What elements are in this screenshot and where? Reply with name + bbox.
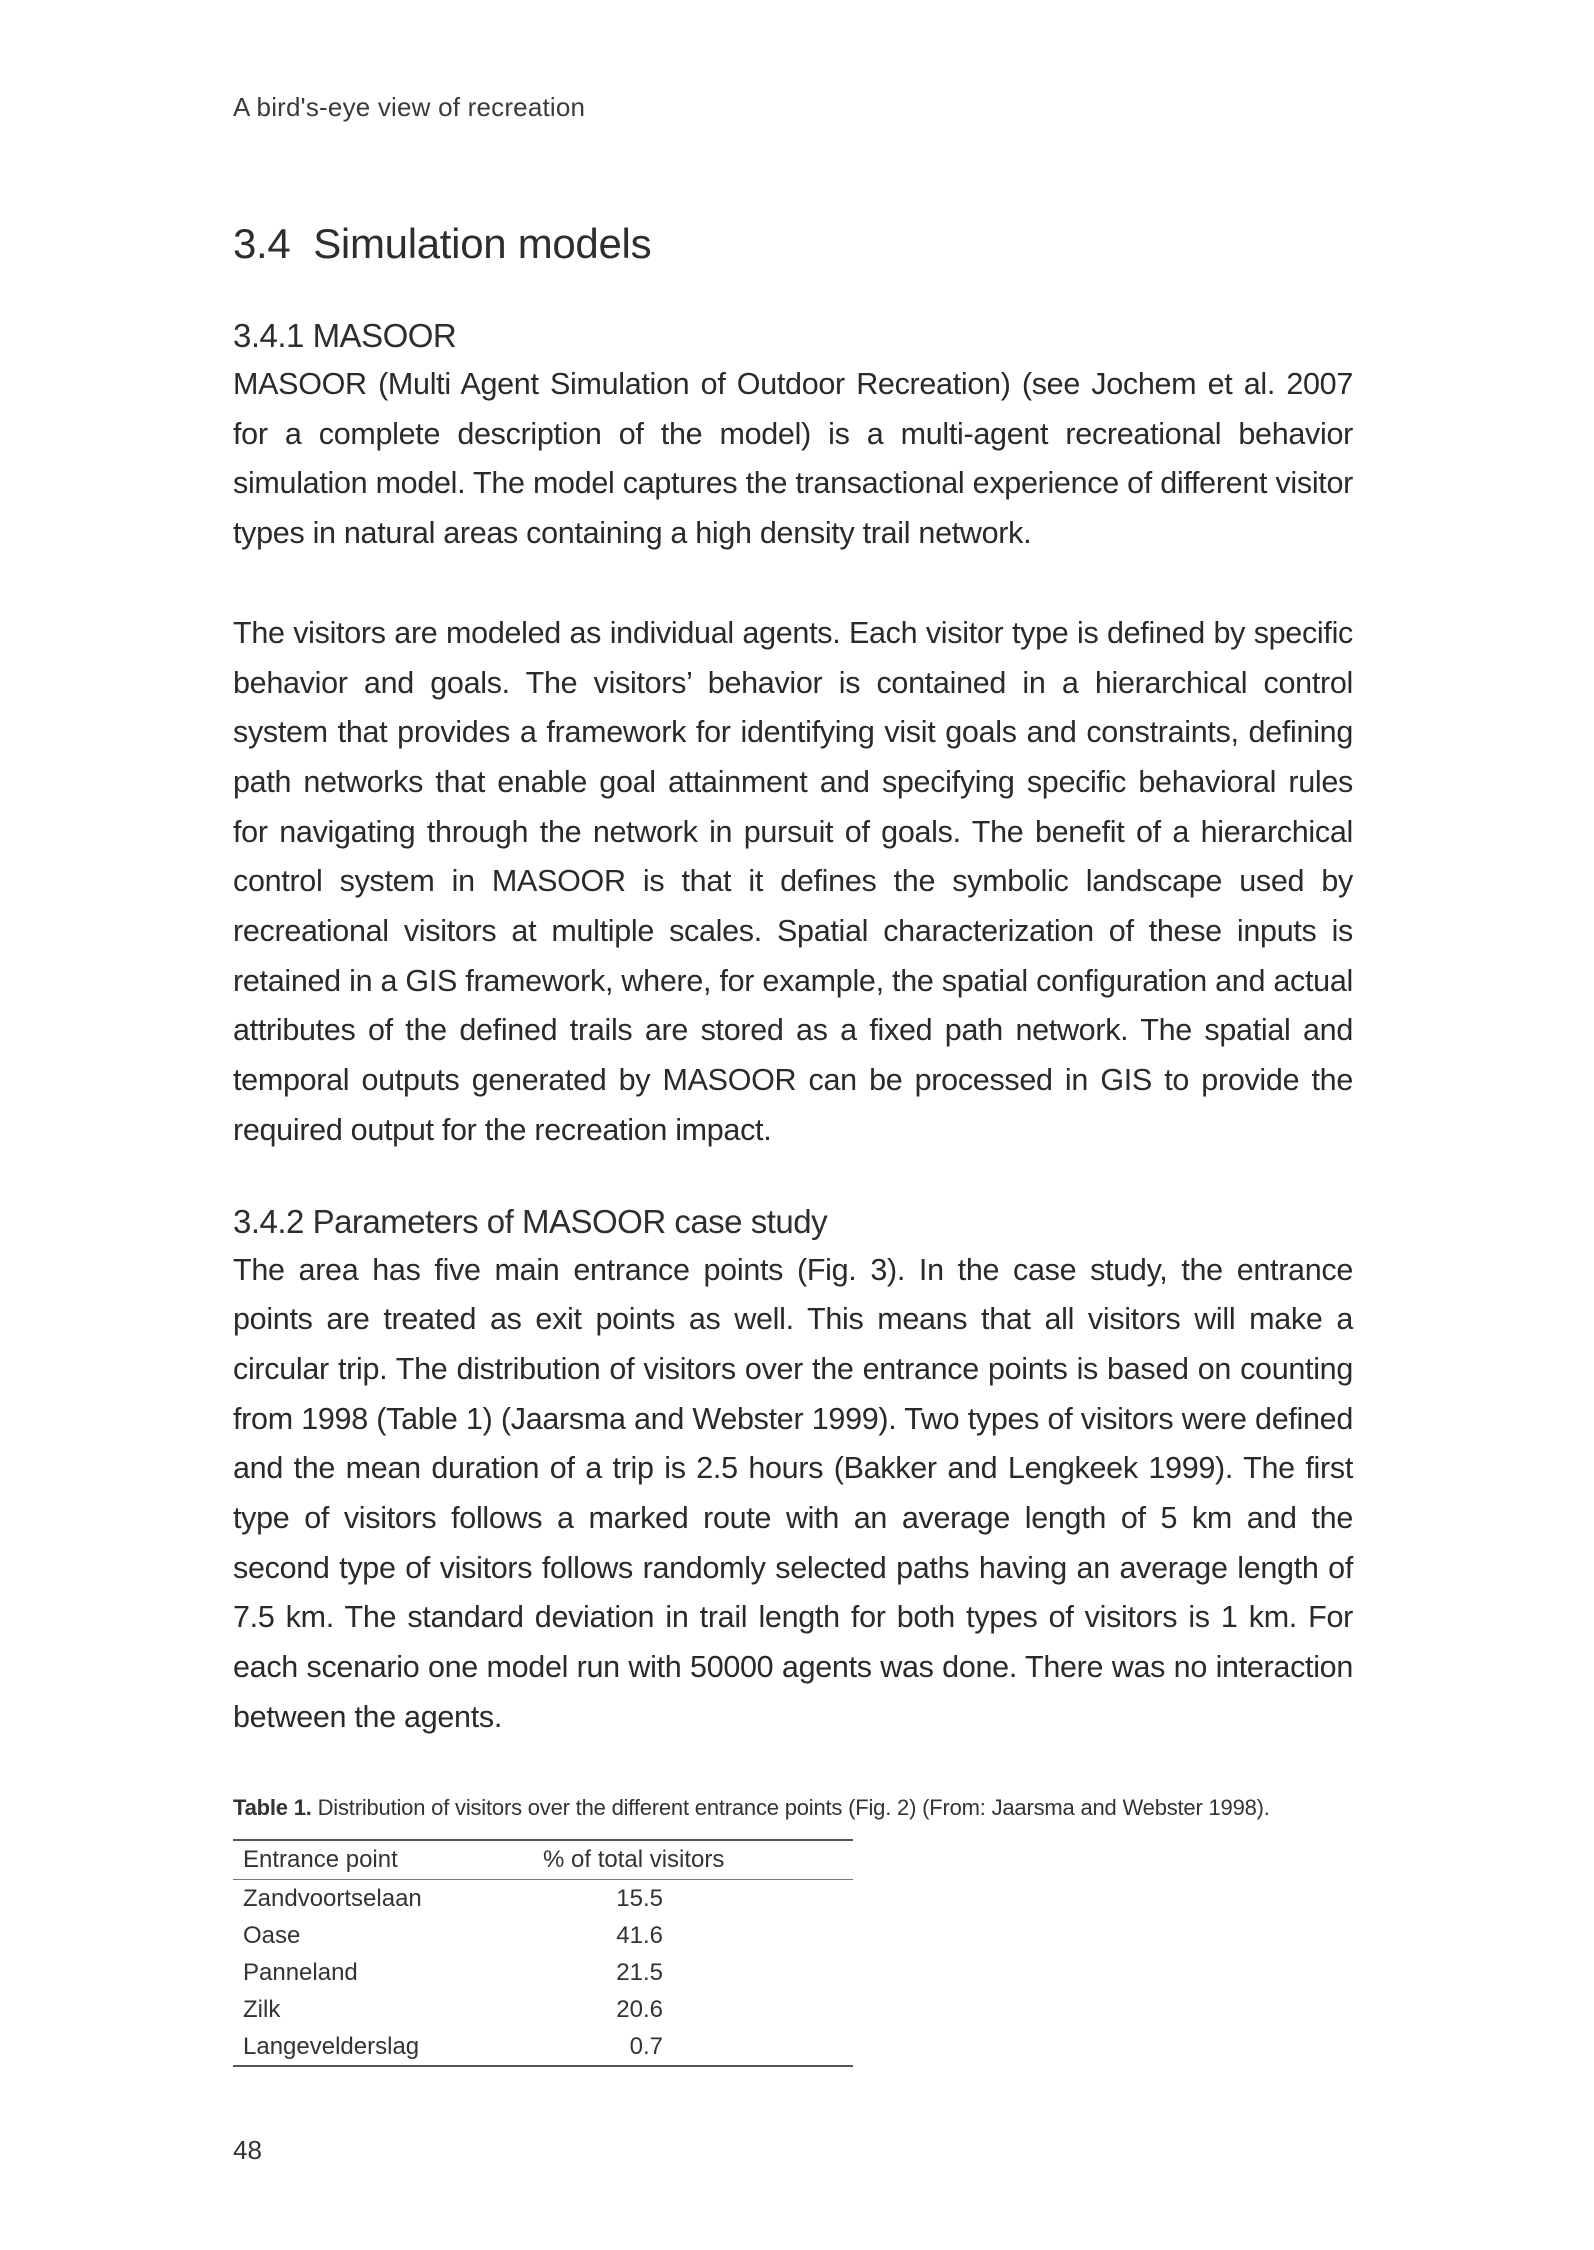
paragraph-masoor-intro: MASOOR (Multi Agent Simulation of Outdoor Recreation) (see Jochem et al. 2007 for a complete description of the model) is a multi-agent recreational behavior simulation model. The model captures the transactional experience of different visitor types in natural areas containing a high density trail network. bbox=[233, 367, 1353, 551]
visitor-distribution-table bbox=[233, 1839, 853, 2067]
cell-entrance-name: Zilk bbox=[243, 1995, 281, 2023]
cell-percent-value: 21.5 bbox=[616, 1958, 663, 1986]
running-header: A bird's-eye view of recreation bbox=[233, 92, 586, 122]
subsection-title-parameters: 3.4.2 Parameters of MASOOR case study bbox=[233, 1202, 828, 1240]
header-entrance-point: Entrance point bbox=[233, 1840, 543, 1880]
table-row bbox=[233, 1917, 853, 1954]
table-caption-label: Table 1. bbox=[233, 1794, 312, 1820]
cell-entrance-name: Oase bbox=[243, 1921, 301, 1949]
page-number: 48 bbox=[233, 2135, 262, 2165]
cell-percent-value: 15.5 bbox=[616, 1884, 663, 1912]
main-content bbox=[233, 220, 1353, 2067]
cell-percent-value: 0.7 bbox=[629, 2032, 663, 2060]
cell-entrance-name: Langevelderslag bbox=[233, 2028, 543, 2066]
table-row bbox=[233, 1991, 853, 2028]
subsection-title-masoor: 3.4.1 MASOOR bbox=[233, 317, 457, 354]
table-row bbox=[233, 1954, 853, 1991]
cell-percent-value: 41.6 bbox=[616, 1921, 663, 1949]
table-row bbox=[233, 2028, 853, 2066]
paragraph-masoor-visitors: The visitors are modeled as individual agents. Each visitor type is defined by specific behavior and goals. The visitors’ behavior is contained in a hierarchical control system that provides a framework for identifying visit goals and constraints, defining path networks that enable goal attainment and specifying specific behavioral rules for navigating through the network in pursuit of goals. The benefit of a hierarchical control system in MASOOR is that it defines the symbolic landscape used by recreational visitors at multiple scales. Spatial characterization of these inputs is retained in a GIS framework, where, for example, the spatial configuration and actual attributes of the defined trails are stored as a fixed path network. The spatial and temporal outputs generated by MASOOR can be processed in GIS to provide the required output for the recreation impact. bbox=[233, 615, 1353, 1147]
paragraph-parameters: The area has five main entrance points (Fig. 3). In the case study, the entrance points are treated as exit points as well. This means that all visitors will make a circular trip. The distribution of visitors over the entrance points is based on counting from 1998 (Table 1) (Jaarsma and Webster 1999). Two types of visitors were defined and the mean duration of a trip is 2.5 hours (Bakker and Lengkeek 1999). The first type of visitors follows a marked route with an average length of 5 km and the second type of visitors follows randomly selected paths having an average length of 7.5 km. The standard deviation in trail length for both types of visitors is 1 km. For each scenario one model run with 50000 agents was done. There was no interaction between the agents. bbox=[233, 1252, 1353, 1734]
table-caption bbox=[233, 1793, 1353, 1823]
cell-percent-value: 20.6 bbox=[616, 1995, 663, 2023]
cell-entrance-name: Zandvoortselaan bbox=[243, 1884, 422, 1912]
header-percent-visitors: % of total visitors bbox=[543, 1840, 853, 1880]
cell-entrance-name: Panneland bbox=[243, 1958, 358, 1986]
table-header-row bbox=[233, 1840, 853, 1880]
section-title: 3.4 Simulation models bbox=[233, 220, 652, 267]
table-block bbox=[233, 1793, 1353, 2067]
table-caption-text: Distribution of visitors over the different entrance points (Fig. 2) (From: Jaarsma and Webster 1998). bbox=[311, 1794, 1270, 1820]
table-row bbox=[233, 1879, 853, 1917]
